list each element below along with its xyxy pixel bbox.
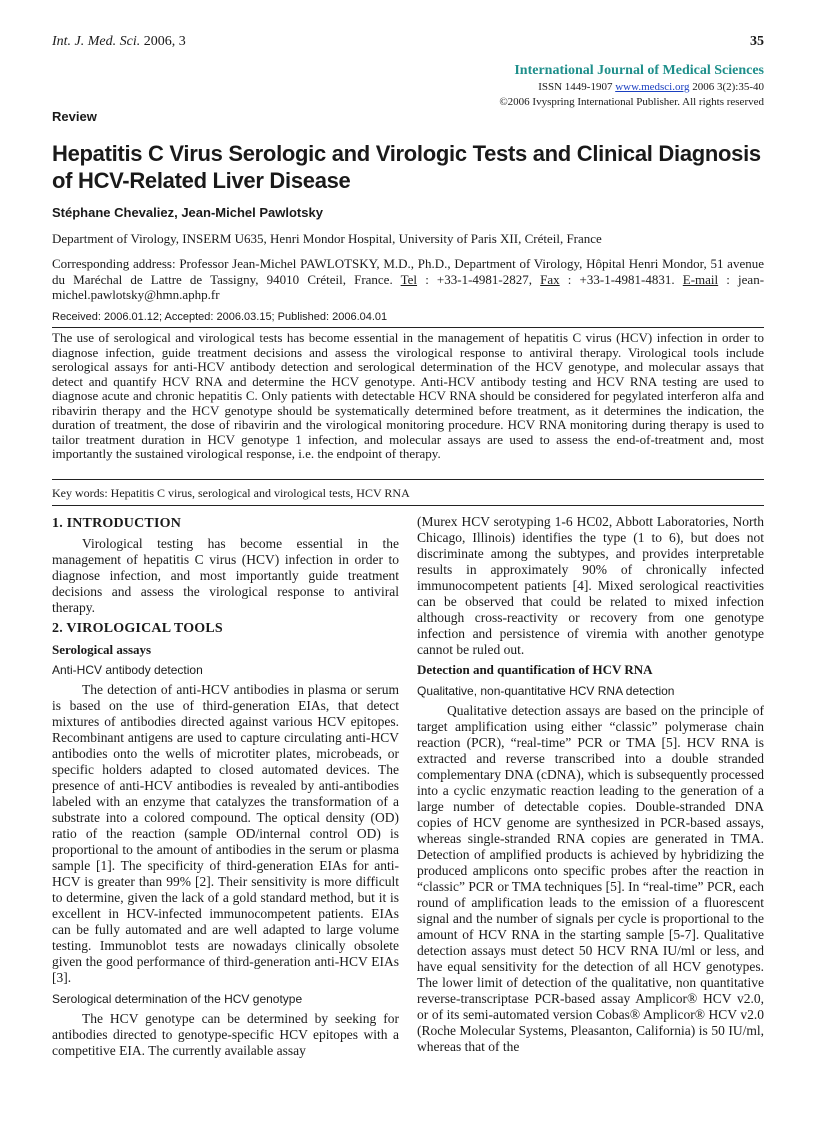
- heading-antibody-detection: Anti-HCV antibody detection: [52, 663, 203, 677]
- email-address: : jean-michel.pawlotsky@hmn.aphp.fr: [52, 271, 765, 302]
- article-title: Hepatitis C Virus Serologic and Virologic Tests and Clinical Diagnosis of HCV-Related Liver Disease: [52, 141, 761, 193]
- paragraph-genotype-continued: (Murex HCV serotyping 1-6 HC02, Abbott Laboratories, North Chicago, Illinois) identifies the type (1 to 6), but does not discriminate among the subtypes, and provides interpretable results in approximately 90% of chronically infected immunocompetent patients [4]. Mixed serological reactivities can be observed that could be related to mixed infection although cross-reactivity or recovery from one genotype infection and persistence of viremia with another genotype cannot be ruled out.: [417, 514, 764, 657]
- issn: ISSN 1449-1907: [538, 81, 613, 93]
- running-head-journal: Int. J. Med. Sci.: [52, 34, 141, 49]
- heading-serological-assays: Serological assays: [52, 642, 152, 657]
- keywords-rule: [52, 505, 764, 506]
- article-authors: Stéphane Chevaliez, Jean-Michel Pawlotsky: [52, 205, 323, 220]
- publication-dates: Received: 2006.01.12; Accepted: 2006.03.15; Published: 2006.04.01: [52, 311, 388, 323]
- fax-number: : +33-1-4981-4831.: [567, 271, 675, 287]
- email-label: E-mail: [682, 271, 719, 287]
- journal-name: International Journal of Medical Sciences: [514, 63, 764, 78]
- heading-rna-detection: Detection and quantification of HCV RNA: [417, 662, 653, 677]
- keywords: Key words: Hepatitis C virus, serological and virological tests, HCV RNA: [52, 486, 410, 500]
- fax-label: Fax: [540, 271, 560, 287]
- heading-introduction: 1. INTRODUCTION: [52, 516, 182, 531]
- abstract: The use of serological and virological tests has become essential in the management of hepatitis C virus (HCV) infection in order to diagnose infection, guide treatment decisions and assess the virological response to antiviral therapy. Virological tools include serological assays for anti-HCV antibody detection and serological determination of the HCV genotype, and molecular assays that detect and quantify HCV RNA and determine the HCV genotype. Anti-HCV antibody testing and HCV RNA testing are used to diagnose acute and chronic hepatitis C. Only patients with detectable HCV RNA should be considered for pegylated interferon alfa and ribavirin therapy and the HCV genotype should be systematically determined before treatment, as it determines the indication, the duration of treatment, the dose of ribavirin and the virological monitoring procedure. HCV RNA monitoring during therapy is used to tailor treatment duration in HCV genotype 1 infection, and molecular assays are used to assess the end-of-treatment and, most importantly the sustained virological response, i.e. the endpoint of therapy.: [52, 330, 764, 461]
- paragraph-serological-genotype: The HCV genotype can be determined by seeking for antibodies directed to genotype-specific HCV epitopes with a competitive EIA. The currently available assay: [52, 1011, 399, 1058]
- abstract-top-rule: [52, 327, 764, 328]
- running-head: [52, 34, 764, 52]
- heading-virological-tools: 2. VIROLOGICAL TOOLS: [52, 621, 223, 636]
- journal-masthead: [499, 62, 764, 110]
- author-affiliation: Department of Virology, INSERM U635, Henri Mondor Hospital, University of Paris XII, Créteil, France: [52, 231, 602, 246]
- copyright-notice: ©2006 Ivyspring International Publisher. All rights reserved: [499, 96, 764, 108]
- paragraph-introduction: Virological testing has become essential in the management of hepatitis C virus (HCV) infection in order to diagnose infection, and most importantly guide treatment decisions and assess the virological response to antiviral therapy.: [52, 536, 399, 615]
- paragraph-qualitative-detection: Qualitative detection assays are based on the principle of target amplification using either “classic” polymerase chain reaction (PCR), “real-time” PCR or TMA [5]. HCV RNA is extracted and reverse transcribed into a double stranded complementary DNA (cDNA), which is subsequently processed into a cyclic enzymatic reaction leading to the generation of a large number of detectable copies. Double-stranded DNA copies of HCV genome are synthesized in PCR-based assays, whereas single-stranded RNA copies are generated in TMA. Detection of amplified products is achieved by hybridizing the produced amplicons onto specific probes after the reaction in “classic” PCR or TMA techniques [5]. In “real-time” PCR, each round of amplification leads to the emission of a fluorescent signal and the number of signals per cycle is proportional to the amount of HCV RNA in the starting sample [5-7]. Qualitative detection assays must detect 50 HCV RNA IU/ml or less, and have equal sensitivity for the detection of all HCV genotypes. The lower limit of detection of the qualitative, non quantitative reverse-transcriptase PCR-based assay Amplicor® HCV v2.0, or of its semi-automated version Cobas® Amplicor® HCV v2.0 (Roche Molecular Systems, Pleasanton, California) is 50 IU/ml, whereas that of the: [417, 703, 764, 1054]
- section-label: Review: [52, 109, 97, 124]
- heading-serological-genotype: Serological determination of the HCV genotype: [52, 992, 303, 1006]
- tel-number: : +33-1-4981-2827,: [425, 271, 533, 287]
- issue-info: 2006 3(2):35-40: [692, 81, 764, 93]
- right-column: [417, 514, 764, 1055]
- paragraph-antibody-detection: The detection of anti-HCV antibodies in plasma or serum is based on the use of third-generation EIAs, that detect mixtures of antibodies directed against various HCV epitopes. Recombinant antigens are used to capture circulating anti-HCV antibodies onto the wells of microtiter plates, microbeads, or specific holders adapted to closed automated devices. The presence of anti-HCV antibodies is revealed by anti-antibodies labeled with an enzyme that catalyzes the transformation of a substrate into a colored compound. The optical density (OD) ratio of the reaction (sample OD/internal control OD) is proportional to the amount of antibodies in the serum or plasma sample [1]. The specificity of third-generation EIAs for anti-HCV is greater than 99% [2]. Their sensitivity is more difficult to determine, given the lack of a gold standard method, but it is excellent in HCV-infected immunocompetent patients. EIAs can be fully automated and are well adapted to large volume testing. Immunoblot tests are nowadays clinically obsolete given the good performance of third-generation anti-HCV EIAs [3].: [52, 682, 399, 985]
- page-number: 35: [750, 34, 764, 49]
- running-head-year: 2006, 3: [143, 34, 186, 49]
- correspondence-text: Corresponding address: Professor Jean-Michel PAWLOTSKY, M.D., Ph.D., Department of Virology, Hôpital Henri Mondor, 51 avenue du Maréchal de Lattre de Tassigny, 94010 Créteil, France.: [52, 256, 764, 287]
- correspondence-address: [52, 256, 764, 303]
- left-column: [52, 514, 399, 1059]
- heading-qualitative-detection: Qualitative, non-quantitative HCV RNA detection: [417, 684, 675, 698]
- journal-url-link[interactable]: www.medsci.org: [615, 81, 690, 93]
- issn-line: [499, 80, 764, 95]
- abstract-bottom-rule: [52, 479, 764, 480]
- tel-label: Tel: [400, 271, 418, 287]
